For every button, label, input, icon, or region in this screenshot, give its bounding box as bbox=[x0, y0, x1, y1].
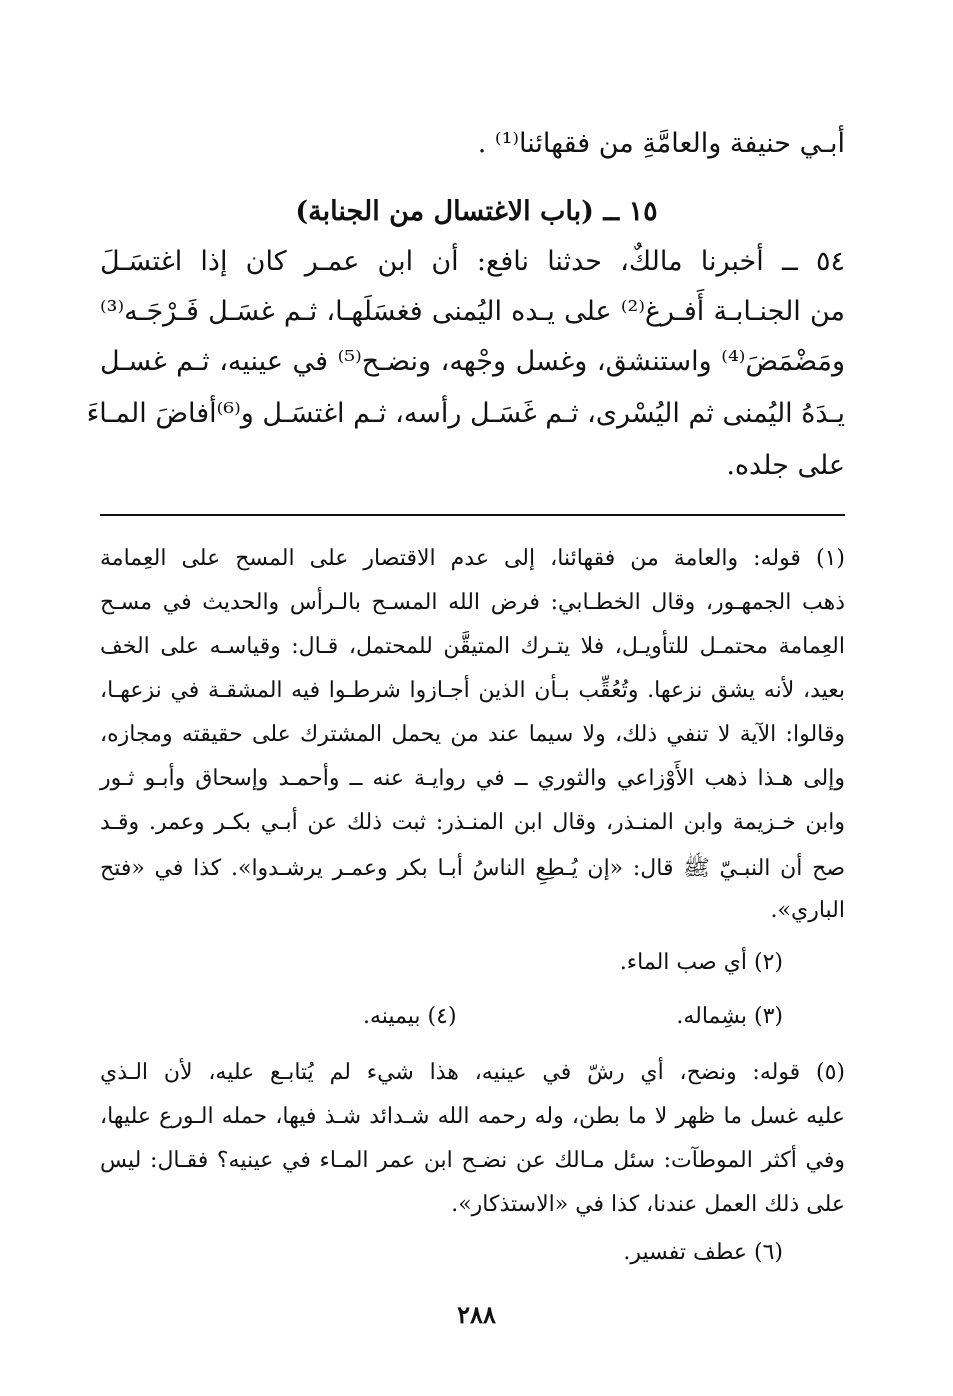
footnote-line: (٥) قوله: ونضح، أي رشّ في عينيه، هذا شيء لم يُتابـع عليه، لأن الـذي bbox=[100, 1060, 846, 1085]
footnote-line: على ذلك العمل عندنا، كذا في «الاستذكار». bbox=[451, 1192, 845, 1217]
footnote-line: عليه غسل ما ظهر لا ما بطن، وله رحمه الله شـدائد شـذ فيها، حمله الـورع عليها، bbox=[100, 1104, 845, 1129]
footnotes-3-4 bbox=[363, 1004, 783, 1029]
footnote-6: (٦) عطف تفسير. bbox=[623, 1240, 783, 1265]
footnote-2: (٢) أي صب الماء. bbox=[619, 950, 783, 975]
footnote-line: العِمامة محتمـل للتأويـل، فلا يتـرك المتيقَّن للمحتمل، قـال: وقياسـه على الخف bbox=[100, 634, 845, 659]
footnote-4: (٤) بيمينه. bbox=[363, 1004, 457, 1029]
footnote-line: وقالوا: الآية لا تنفي ذلك، ولا سيما عند من يحمل المشترك على حقيقته ومجازه، bbox=[100, 722, 845, 747]
footnote-line: وابن خـزيمة وابن المنـذر، وقال ابن المنـذر: ثبت ذلك عن أبـي بكـر وعمر. وقـد bbox=[100, 810, 845, 835]
paragraph-line: على جلده. bbox=[726, 450, 845, 481]
paragraph-line: يـدَهُ اليُمنى ثم اليُسْرى، ثـم غَسَـل رأسه، ثـم اغتسَـل و⁽⁶⁾أفاضَ المـاءَ bbox=[86, 398, 845, 429]
footnote-line: الباري». bbox=[770, 898, 845, 923]
paragraph-line: ٥٤ ــ أخبرنا مالكٌ، حدثنا نافع: أن ابن عمـر كان إذا اغتسَـلَ bbox=[100, 246, 845, 277]
page-number: ٢٨٨ bbox=[457, 1300, 496, 1329]
footnote-line: (١) قوله: والعامة من فقهائنا، إلى عدم الاقتصار على المسح على العِمامة bbox=[100, 546, 845, 571]
section-heading: ١٥ ــ (باب الاغتسال من الجنابة) bbox=[295, 196, 658, 227]
paragraph-line: من الجنـابـة أَفـرغ⁽²⁾ على يـده اليُمنى فغسَلَهـا، ثـم غسَـل فَـرْجَـه⁽³⁾ bbox=[100, 296, 846, 327]
footnote-line: وإلى هـذا ذهب الأَوْزاعي والثوري ــ في روايـة عنه ــ وأحمـد وإسحاق وأبـو ثـور bbox=[100, 766, 845, 791]
footnote-line: وفي أكثر الموطآت: سئل مـالك عن نضـح ابن عمر المـاء في عينيه؟ فقـال: ليس bbox=[100, 1148, 845, 1173]
footnote-line: ذهب الجمهـور، وقال الخطـابي: فرض الله المسـح بالـرأس والحديث في مسـح bbox=[100, 590, 845, 615]
paragraph-line: ومَضْمَضَ⁽⁴⁾ واستنشق، وغسل وجْهه، ونضـح⁽⁵⁾ في عينيه، ثـم غسـل bbox=[100, 346, 846, 377]
footnote-line: صح أن النبـيّ ﷺ قال: «إن يُـطِعِ الناسُ أبـا بكر وعمـر يرشـدوا». كذا في «فتح bbox=[100, 856, 845, 881]
footnote-3: (٣) بشِماله. bbox=[676, 1004, 783, 1029]
footnote-line: بعيد، لأنه يشق نزعها. وتُعُقِّب بـأن الذين أجـازوا شرطـوا فيه المشقـة في نزعهـا، bbox=[100, 678, 845, 703]
footnote-divider bbox=[100, 514, 845, 516]
continuation-line: أبـي حنيفة والعامَّةِ من فقهائنا⁽¹⁾ . bbox=[477, 128, 845, 159]
